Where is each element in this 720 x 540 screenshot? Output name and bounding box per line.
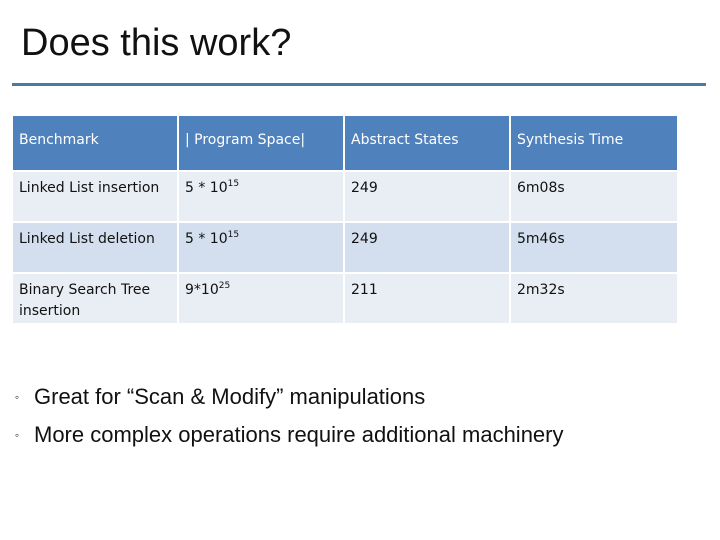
- cell-program-space: [178, 222, 344, 273]
- header-program-space: | Program Space|: [178, 115, 344, 171]
- space-base: 5 * 10: [185, 180, 228, 196]
- cell-synthesis-time: 5m46s: [510, 222, 678, 273]
- header-benchmark: Benchmark: [12, 115, 178, 171]
- bullet-list: [6, 378, 564, 454]
- circle-bullet-icon: ◦: [14, 390, 20, 404]
- cell-benchmark: Linked List deletion: [12, 222, 178, 273]
- cell-program-space: [178, 171, 344, 222]
- cell-benchmark: Linked List insertion: [12, 171, 178, 222]
- cell-program-space: [178, 273, 344, 324]
- cell-abstract-states: 249: [344, 222, 510, 273]
- benchmark-table: [11, 114, 679, 325]
- cell-synthesis-time: 6m08s: [510, 171, 678, 222]
- bullet-text: Great for “Scan & Modify” manipulations: [34, 384, 426, 409]
- bullet-text: More complex operations require additional machinery: [34, 422, 564, 447]
- space-base: 5 * 10: [185, 231, 228, 247]
- cell-benchmark: Binary Search Tree insertion: [12, 273, 178, 324]
- header-abstract-states: Abstract States: [344, 115, 510, 171]
- table-row: [12, 222, 678, 273]
- table-row: [12, 273, 678, 324]
- cell-abstract-states: 249: [344, 171, 510, 222]
- cell-abstract-states: 211: [344, 273, 510, 324]
- title-divider: [12, 83, 706, 86]
- table-row: [12, 171, 678, 222]
- circle-bullet-icon: ◦: [14, 428, 20, 442]
- slide-title: Does this work?: [21, 22, 292, 64]
- space-base: 9*10: [185, 282, 219, 298]
- space-exponent: 15: [227, 230, 240, 240]
- space-exponent: 15: [227, 179, 240, 189]
- header-synthesis-time: Synthesis Time: [510, 115, 678, 171]
- list-item: [6, 378, 564, 416]
- list-item: [6, 416, 564, 454]
- cell-synthesis-time: 2m32s: [510, 273, 678, 324]
- table-header-row: [12, 115, 678, 171]
- space-exponent: 25: [218, 281, 231, 291]
